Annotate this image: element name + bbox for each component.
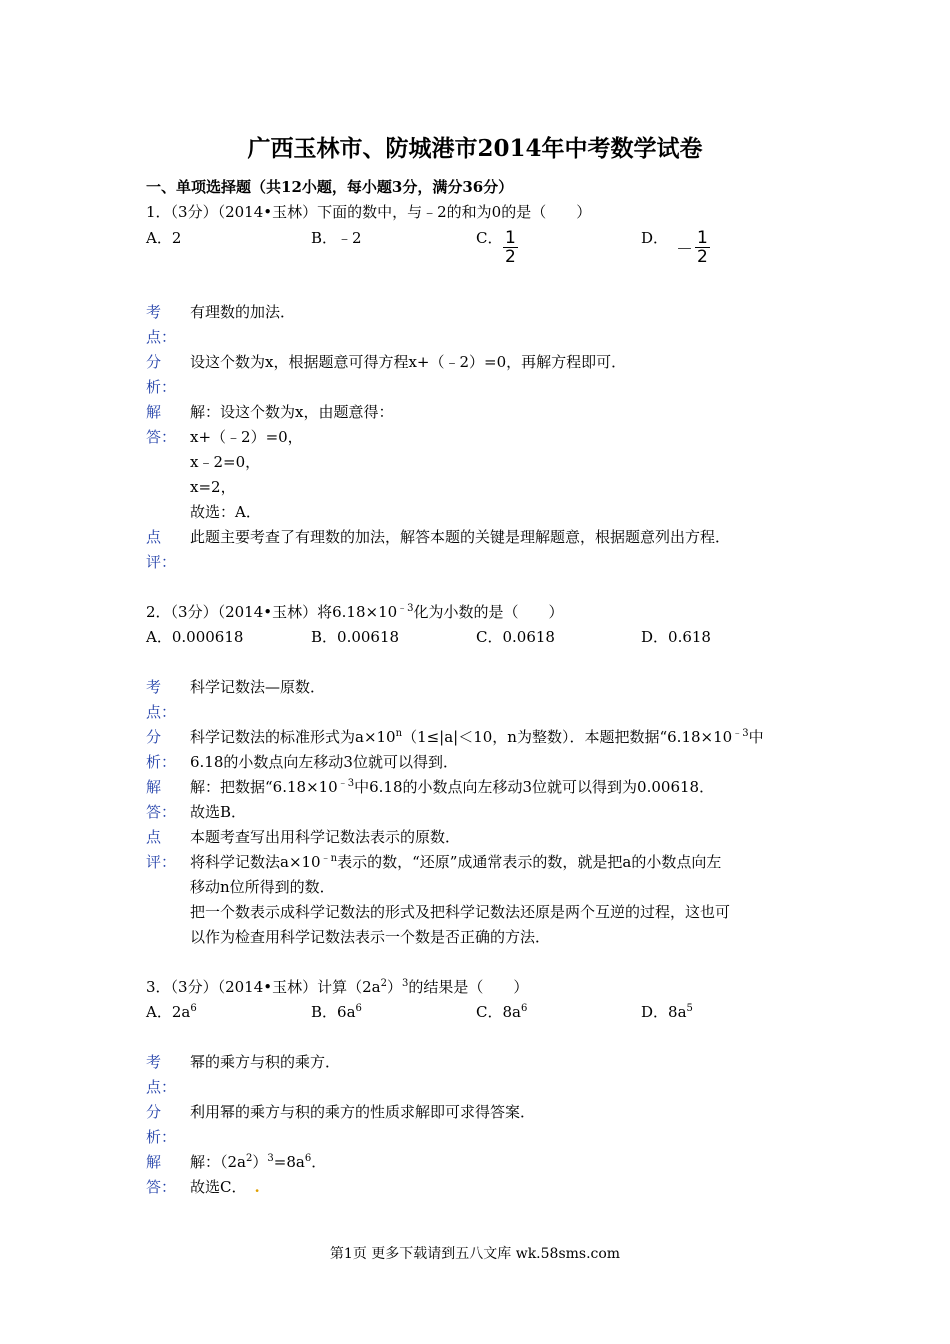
- text-part: C．8a: [476, 1003, 521, 1021]
- q2-dianping-line3: 移动n位所得到的数．: [190, 878, 335, 896]
- q2-dianping-line4: 把一个数表示成科学记数法的形式及把科学记数法还原是两个互逆的过程，这也可: [190, 903, 731, 921]
- q2-stem-part: 2．（3分）（2014•玉林）将6.18×10: [146, 603, 398, 621]
- label-dian: 点：: [146, 703, 177, 721]
- q1-option-c-fraction: [503, 229, 518, 266]
- q1-option-c: [476, 228, 502, 248]
- q1-jieda-line: x+（﹣2）=0，: [190, 428, 303, 446]
- exponent: 6: [304, 1153, 312, 1164]
- exponent: ﹣n: [320, 853, 338, 864]
- q1-option-d-fraction: [676, 229, 710, 266]
- q2-dianping-line5: 以作为检查用科学记数法表示一个数是否正确的方法．: [190, 928, 551, 946]
- text-part: =8a: [273, 1153, 305, 1171]
- q1-stem: 1．（3分）（2014•玉林）下面的数中，与﹣2的和为0的是（ ）: [146, 203, 592, 221]
- q2-option-c: C．0.0618: [476, 628, 555, 646]
- q2-fenxi-line2: 6.18的小数点向左移动3位就可以得到．: [190, 753, 458, 771]
- q3-fenxi: 利用幂的乘方与积的乘方的性质求解即可求得答案．: [190, 1103, 536, 1121]
- q2-jieda-line1: [190, 777, 714, 797]
- q1-option-b: B．﹣2: [311, 229, 362, 247]
- label-xi: 析：: [146, 753, 177, 771]
- label-dian: 点：: [146, 328, 177, 346]
- text-part: D．8a: [641, 1003, 687, 1021]
- label-fen: 分: [146, 353, 162, 371]
- q2-option-a: A．0.000618: [146, 628, 244, 646]
- q2-dianping-line1: 本题考查写出用科学记数法表示的原数．: [190, 828, 461, 846]
- section-heading: 一、单项选择题（共12小题，每小题3分，满分36分）: [146, 178, 514, 196]
- q1-option-d: [641, 228, 668, 248]
- q2-kaodian: 科学记数法—原数．: [190, 678, 326, 696]
- label-kao: 考: [146, 303, 162, 321]
- q1-kaodian: 有理数的加法．: [190, 303, 296, 321]
- label-ping: 评：: [146, 553, 177, 571]
- text-part: 解：（2a: [190, 1153, 246, 1171]
- fraction-numerator: 1: [697, 228, 708, 248]
- exponent: ﹣3: [337, 778, 355, 789]
- text-part: 3．（3分）（2014•玉林）计算（2a: [146, 978, 381, 996]
- exponent: 3: [267, 1153, 274, 1164]
- q3-option-b: [311, 1002, 362, 1022]
- label-dian2: 点: [146, 528, 162, 546]
- exponent: 6: [190, 1003, 197, 1014]
- text-part: 表示的数，“还原”成通常表示的数，就是把a的小数点向左: [337, 853, 722, 871]
- q1-option-d-prefix: D．: [641, 229, 669, 247]
- label-xi: 析：: [146, 378, 177, 396]
- label-ping: 评：: [146, 853, 177, 871]
- minus-sign: －: [676, 240, 693, 260]
- label-da: 答：: [146, 428, 177, 446]
- label-fen: 分: [146, 1103, 162, 1121]
- exponent: n: [395, 728, 403, 739]
- exponent: 3: [402, 978, 409, 989]
- marker-dot: .: [254, 1178, 260, 1196]
- text-part: 中6.18的小数点向左移动3位就可以得到为0.00618．: [354, 778, 715, 796]
- text-part: B．6a: [311, 1003, 356, 1021]
- label-da: 答：: [146, 803, 177, 821]
- q2-fenxi-line1: [190, 727, 764, 747]
- label-jie: 解: [146, 403, 162, 421]
- exponent: 6: [520, 1003, 528, 1014]
- q2-stem-exponent: ﹣3: [397, 603, 414, 614]
- exponent: 5: [686, 1003, 693, 1014]
- q1-option-c-prefix: C．: [476, 229, 503, 247]
- q2-option-d: D．0.618: [641, 628, 711, 646]
- exponent: 6: [355, 1003, 362, 1014]
- q2-option-b: B．0.00618: [311, 628, 400, 646]
- label-jie: 解: [146, 778, 162, 796]
- fraction-denominator: 2: [697, 247, 708, 267]
- q1-jieda-line: x=2，: [190, 478, 236, 496]
- text-part: 解：把数据“6.18×10: [190, 778, 338, 796]
- page-footer: 第1页 更多下载请到五八文库 wk.58sms.com: [329, 1246, 621, 1262]
- text-part: （1≤|a|＜10，n为整数）．本题把数据“6.18×10: [402, 728, 733, 746]
- q1-jieda-line: 故选：A．: [190, 503, 261, 521]
- fraction-denominator: 2: [505, 247, 516, 267]
- label-dian2: 点: [146, 828, 162, 846]
- q3-option-d: [641, 1002, 693, 1022]
- text-part: ）: [252, 1153, 268, 1171]
- q2-dianping-line2: [190, 852, 721, 872]
- q2-jieda-line2: 故选B．: [190, 803, 247, 821]
- text-part: ）: [386, 978, 402, 996]
- label-da: 答：: [146, 1178, 177, 1196]
- q3-option-a: [146, 1002, 197, 1022]
- text-part: 将科学记数法a×10: [190, 853, 321, 871]
- q1-jieda-line: 解：设这个数为x，由题意得：: [190, 403, 394, 421]
- label-kao: 考: [146, 1053, 162, 1071]
- q1-fenxi: 设这个数为x，根据题意可得方程x+（﹣2）=0，再解方程即可．: [190, 353, 627, 371]
- label-dian: 点：: [146, 1078, 177, 1096]
- exponent: 2: [246, 1153, 253, 1164]
- q1-option-a: A．2: [146, 229, 182, 247]
- q3-jieda-line1: [190, 1152, 326, 1172]
- exponent: 2: [380, 978, 387, 989]
- q3-kaodian: 幂的乘方与积的乘方．: [190, 1053, 341, 1071]
- q1-jieda-line: x﹣2=0，: [190, 453, 261, 471]
- label-xi: 析：: [146, 1128, 177, 1146]
- label-kao: 考: [146, 678, 162, 696]
- q3-stem: [146, 977, 528, 997]
- q2-stem-part: 化为小数的是（ ）: [413, 603, 564, 621]
- fraction-numerator: 1: [505, 228, 516, 248]
- text-part: 科学记数法的标准形式为a×10: [190, 728, 396, 746]
- text-part: ．: [311, 1153, 327, 1171]
- q3-option-c: [476, 1002, 527, 1022]
- text-part: 的结果是（ ）: [408, 978, 529, 996]
- q2-stem: [146, 602, 564, 622]
- text-part: A．2a: [146, 1003, 191, 1021]
- label-jie: 解: [146, 1153, 162, 1171]
- text-part: 故选C．: [190, 1178, 247, 1196]
- q1-dianping: 此题主要考查了有理数的加法，解答本题的关键是理解题意，根据题意列出方程．: [190, 528, 731, 546]
- q3-jieda-line2: [190, 1177, 260, 1197]
- page-title: 广西玉林市、防城港市2014年中考数学试卷: [247, 135, 703, 162]
- label-fen: 分: [146, 728, 162, 746]
- text-part: 中: [748, 728, 764, 746]
- exponent: ﹣3: [732, 728, 749, 739]
